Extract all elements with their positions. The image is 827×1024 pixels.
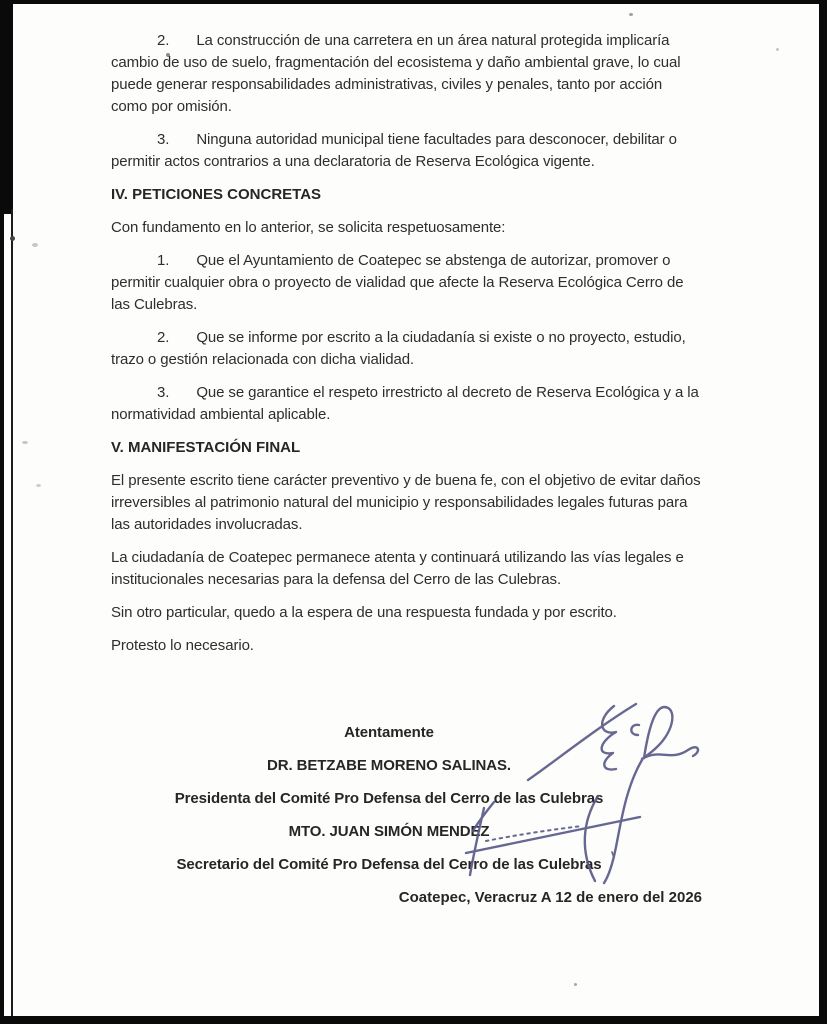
- petitions-intro: Con fundamento en lo anterior, se solicita respetuosamente:: [111, 219, 506, 236]
- signer1-name: DR. BETZABE MORENO SALINAS.: [267, 757, 511, 774]
- scanned-letter-page: [4, 4, 819, 1016]
- paragraph-text: La construcción de una carretera en un área natural protegida implicaría cambio de uso de suelo, fragmentación del ecosistema y daño ambiental grave, lo cual puede generar responsabilidades administrativas, civiles y penales, tanto por acción como por omisión.: [111, 32, 681, 115]
- date-line: Coatepec, Veracruz A 12 de enero del 2026: [398, 889, 702, 906]
- scan-speck: [32, 243, 38, 247]
- body-paragraph-3: [111, 129, 702, 173]
- paragraph-text: Ninguna autoridad municipal tiene facultades para desconocer, debilitar o permitir actos contrarios a una declaratoria de Reserva Ecológica vigente.: [111, 131, 677, 170]
- closing-salutation: Atentamente: [344, 724, 434, 741]
- paragraph-number: 2.: [157, 329, 170, 346]
- petition-1: [111, 250, 702, 316]
- paragraph-text: Que se garantice el respeto irrestricto al decreto de Reserva Ecológica y a la normatividad ambiental aplicable.: [111, 384, 699, 423]
- scan-speck: [36, 484, 41, 487]
- paragraph-text: Que se informe por escrito a la ciudadanía si existe o no proyecto, estudio, trazo o gestión relacionada con dicha vialidad.: [111, 329, 686, 368]
- scan-speck: [22, 441, 28, 444]
- scan-border-left: [4, 4, 13, 214]
- section-heading-v: V. MANIFESTACIÓN FINAL: [111, 439, 301, 456]
- paragraph-number: 1.: [157, 252, 170, 269]
- final-paragraph-4: Protesto lo necesario.: [111, 637, 254, 654]
- petition-2: [111, 327, 702, 371]
- petition-3: [111, 382, 702, 426]
- scan-speck: [629, 13, 633, 16]
- scan-edge-hairline: [11, 209, 13, 1016]
- signer2-name: MTO. JUAN SIMÓN MENDEZ: [288, 823, 490, 840]
- signer2-title: Secretario del Comité Pro Defensa del Cerro de las Culebras: [176, 856, 602, 873]
- paragraph-number: 2.: [157, 32, 170, 49]
- final-paragraph-1: El presente escrito tiene carácter preventivo y de buena fe, con el objetivo de evitar daños irreversibles al patrimonio natural del municipio y responsabilidades legales futuras para las autoridades involucradas.: [111, 472, 701, 533]
- paragraph-number: 3.: [157, 131, 170, 148]
- scan-speck: [10, 236, 15, 241]
- paragraph-text: Que el Ayuntamiento de Coatepec se abstenga de autorizar, promover o permitir cualquier obra o proyecto de vialidad que afecte la Reserva Ecológica Cerro de las Culebras.: [111, 252, 684, 313]
- final-paragraph-3: Sin otro particular, quedo a la espera de una respuesta fundada y por escrito.: [111, 604, 617, 621]
- body-paragraph-2: [111, 30, 702, 118]
- signer1-title: Presidenta del Comité Pro Defensa del Cerro de las Culebras: [174, 790, 604, 807]
- scan-speck: [776, 48, 779, 51]
- signature-block: [111, 722, 667, 876]
- final-paragraph-2: La ciudadanía de Coatepec permanece atenta y continuará utilizando las vías legales e institucionales necesarias para la defensa del Cerro de las Culebras.: [111, 549, 684, 588]
- scan-speck: [574, 983, 577, 986]
- section-heading-iv: IV. PETICIONES CONCRETAS: [111, 186, 322, 203]
- letter-body: [111, 30, 702, 920]
- paragraph-number: 3.: [157, 384, 170, 401]
